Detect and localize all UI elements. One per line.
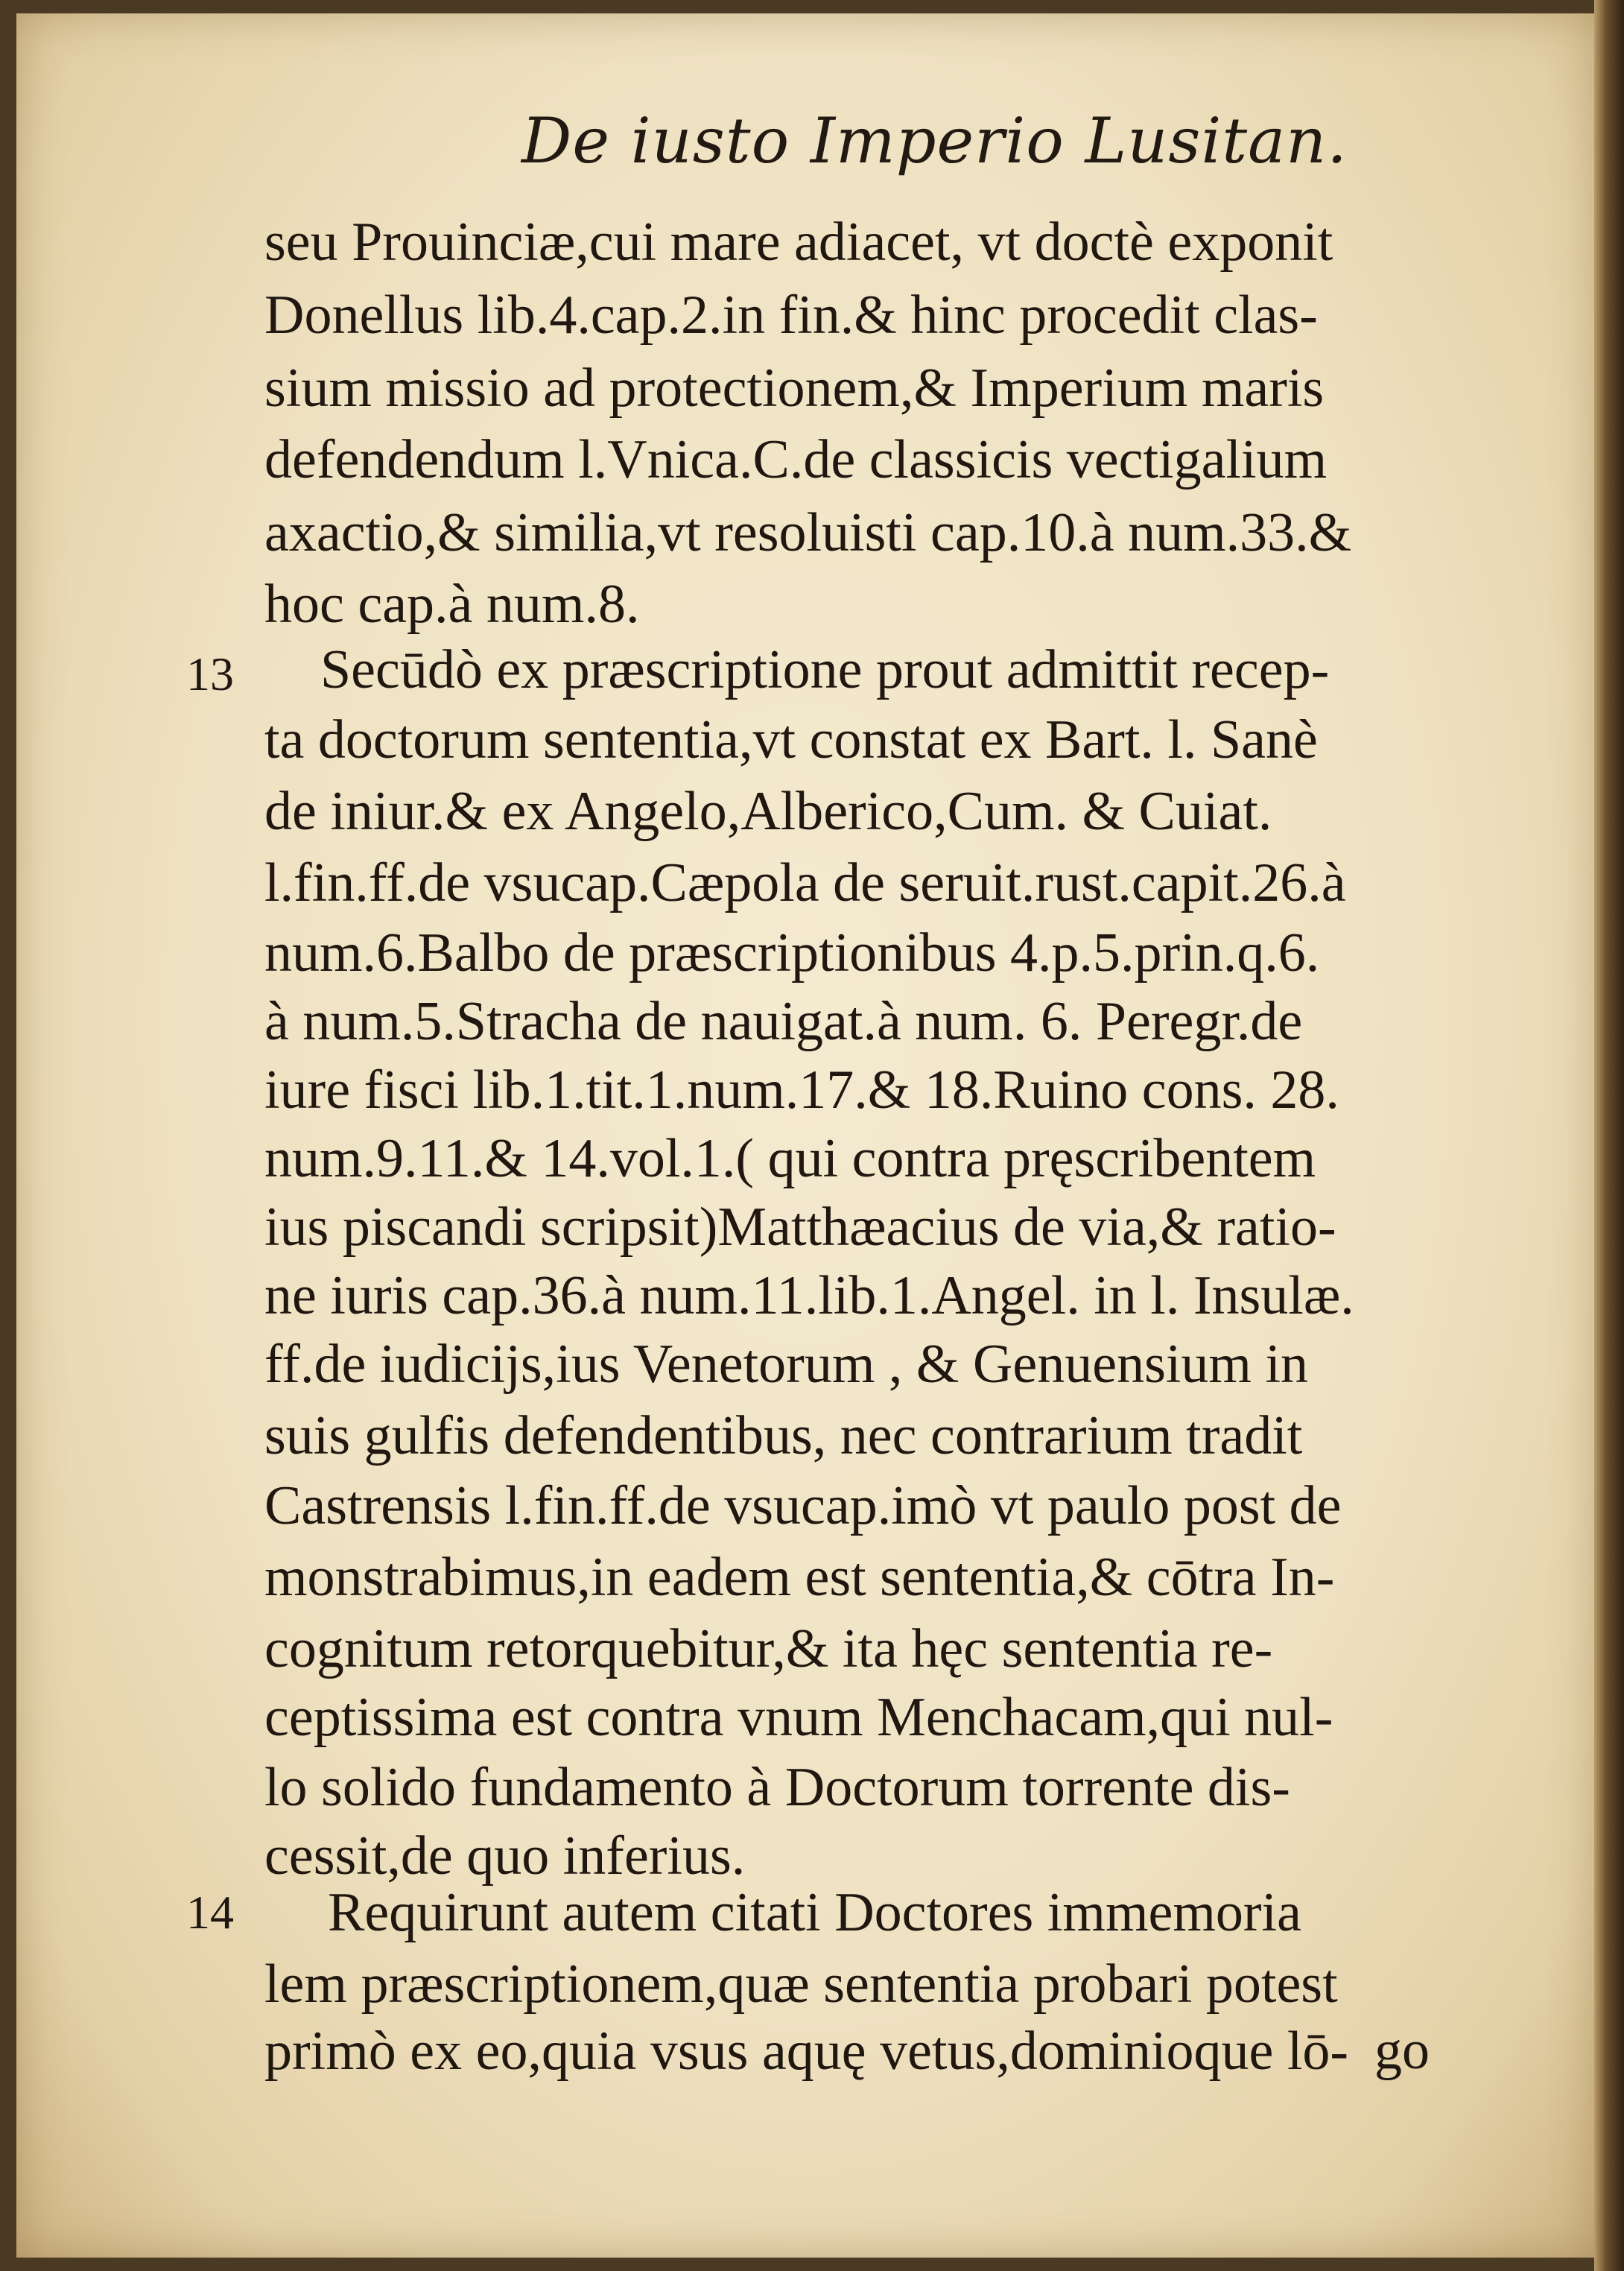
text-line: hoc cap.à num.8.	[264, 574, 640, 635]
text-line: ne iuris cap.36.à num.11.lib.1.Angel. in l. Insulæ.	[264, 1265, 1354, 1326]
text-line: suis gulfis defendentibus, nec contrarium tradit	[264, 1405, 1303, 1466]
text-line: Castrensis l.fin.ff.de vsucap.imò vt paulo post de	[264, 1475, 1342, 1536]
book-binding-edge	[1594, 0, 1624, 2271]
text-line: axactio,& similia,vt resoluisti cap.10.à num.33.&	[264, 502, 1352, 563]
text-line: lo solido fundamento à Doctorum torrente dis-	[264, 1757, 1290, 1818]
text-line: l.fin.ff.de vsucap.Cæpola de seruit.rust.capit.26.à	[264, 852, 1346, 913]
text-line: ff.de iudicijs,ius Venetorum , & Genuensium in	[264, 1334, 1309, 1395]
margin-number: 14	[186, 1886, 234, 1939]
text-line: cessit,de quo inferius.	[264, 1825, 746, 1887]
text-line: cognitum retorquebitur,& ita hęc sententia re-	[264, 1618, 1273, 1679]
text-line: num.6.Balbo de præscriptionibus 4.p.5.prin.q.6.	[264, 922, 1320, 984]
text-line: de iniur.& ex Angelo,Alberico,Cum. & Cuiat.	[264, 781, 1272, 842]
margin-number: 13	[186, 647, 234, 700]
text-line: monstrabimus,in eadem est sententia,& cōtra In-	[264, 1547, 1335, 1608]
text-line: sium missio ad protectionem,& Imperium maris	[264, 358, 1325, 419]
text-line: ceptissima est contra vnum Menchacam,qui nul-	[264, 1687, 1333, 1748]
text-line: ius piscandi scripsit)Matthæacius de via,& ratio-	[264, 1197, 1336, 1258]
text-line: à num.5.Stracha de nauigat.à num. 6. Peregr.de	[264, 991, 1303, 1052]
text-line: seu Prouinciæ,cui mare adiacet, vt doctè exponit	[264, 212, 1333, 273]
text-line: Secūdò ex præscriptione prout admittit recep-	[320, 639, 1330, 700]
text-line: iure fisci lib.1.tit.1.num.17.& 18.Ruino cons. 28.	[264, 1060, 1339, 1121]
text-line: primò ex eo,quia vsus aquę vetus,dominioque lō-	[264, 2021, 1349, 2082]
running-header: De iusto Imperio Lusitan.	[521, 104, 1348, 177]
text-line: lem præscriptionem,quæ sententia probari potest	[264, 1954, 1338, 2015]
text-line: defendendum l.Vnica.C.de classicis vectigalium	[264, 429, 1328, 490]
text-line: num.9.11.& 14.vol.1.( qui contra pręscribentem	[264, 1128, 1316, 1189]
text-line: Donellus lib.4.cap.2.in fin.& hinc procedit clas-	[264, 285, 1318, 346]
catchword: go	[1374, 2020, 1430, 2081]
text-line: Requirunt autem citati Doctores immemoria	[328, 1882, 1301, 1943]
text-line: ta doctorum sententia,vt constat ex Bart. l. Sanè	[264, 709, 1318, 770]
